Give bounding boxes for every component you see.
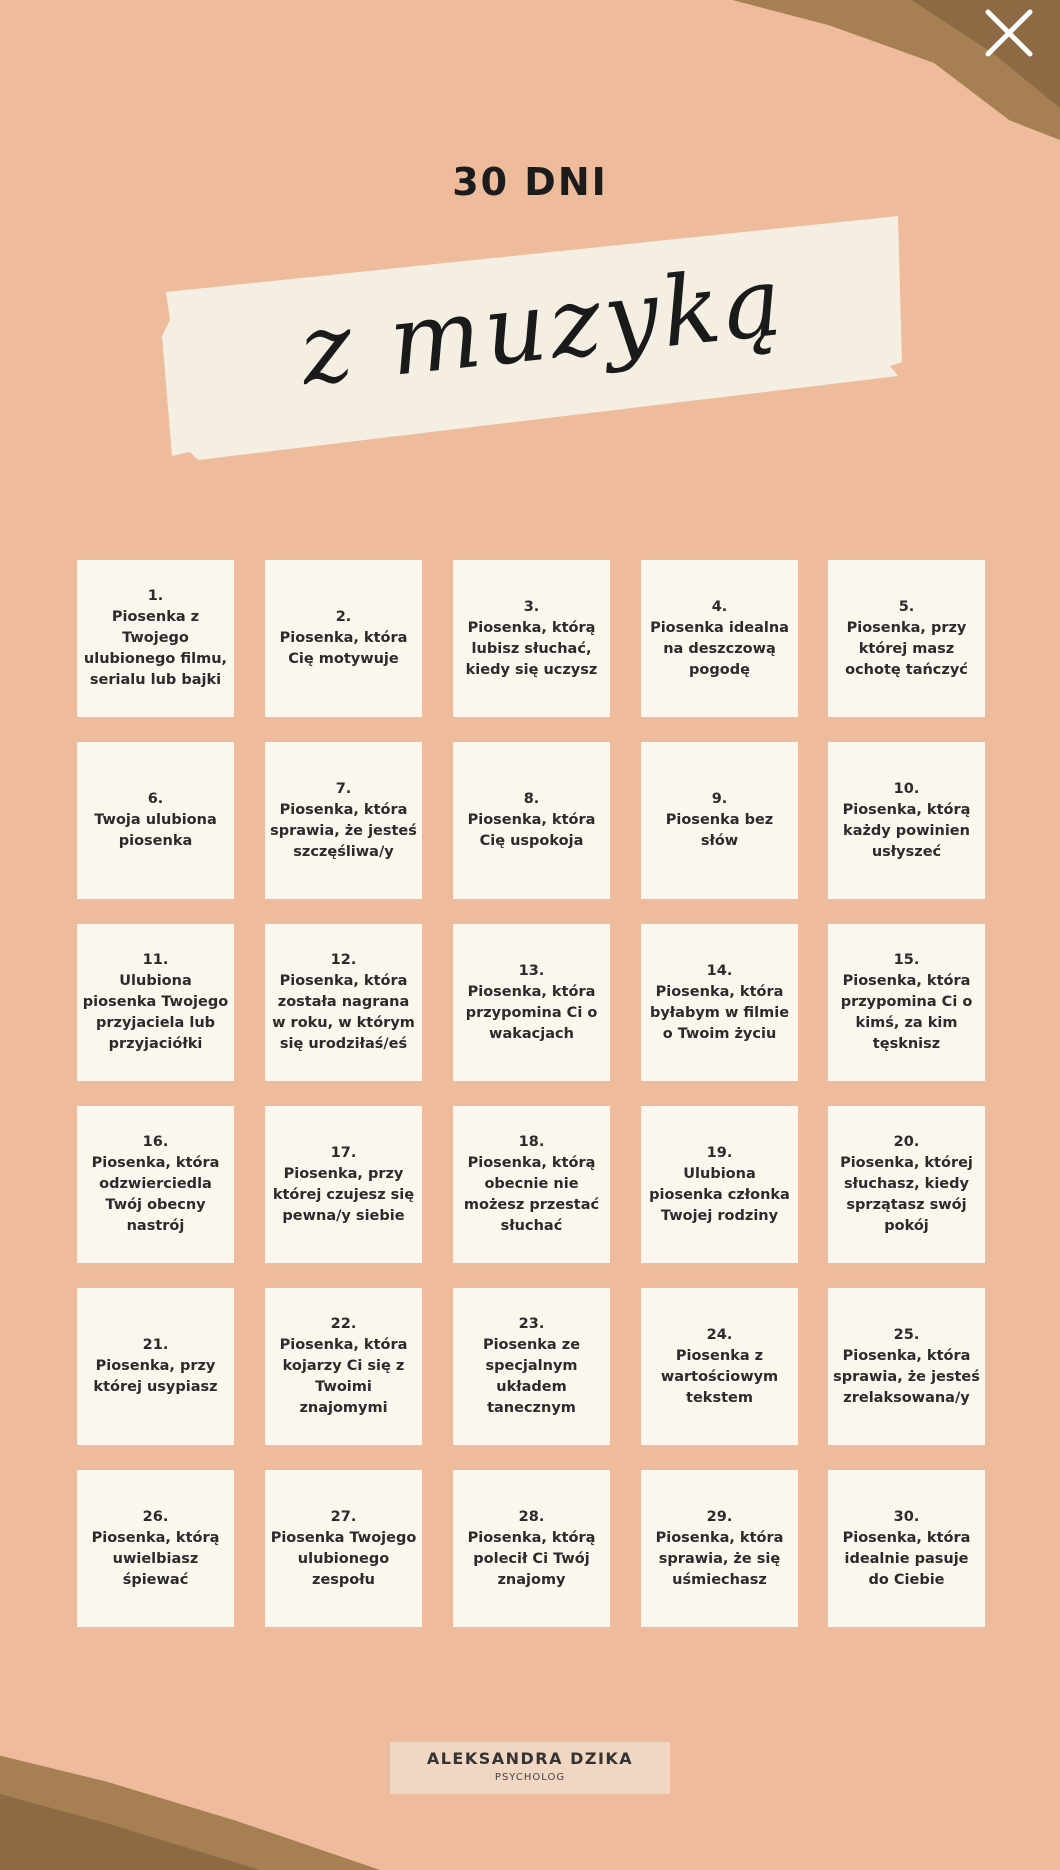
challenge-card [77, 1288, 234, 1445]
challenge-card [453, 560, 610, 717]
challenge-card [828, 1470, 985, 1627]
card-text: Piosenka, która kojarzy Ci się z Twoimi znajomymi [279, 1337, 408, 1416]
card-number: 25. [893, 1326, 920, 1343]
card-number: 19. [706, 1144, 733, 1161]
card-number: 27. [330, 1508, 357, 1525]
card-text: Piosenka, którą uwielbiasz śpiewać [91, 1529, 220, 1588]
card-number: 14. [706, 962, 733, 979]
card-number: 8. [523, 791, 540, 807]
challenge-card [453, 1288, 610, 1445]
challenge-card [453, 924, 610, 1081]
card-text: Piosenka, która została nagrana w roku, w którym się urodziłaś/eś [272, 973, 415, 1052]
challenge-card [641, 1106, 798, 1263]
card-number: 23. [518, 1316, 545, 1332]
page-title: 30 DNI [452, 160, 608, 204]
card-number: 22. [330, 1316, 357, 1332]
card-number: 26. [142, 1508, 169, 1525]
challenge-card [641, 1470, 798, 1627]
challenge-card [77, 560, 234, 717]
challenge-card [641, 1288, 798, 1445]
card-number: 3. [523, 598, 540, 615]
card-number: 15. [893, 952, 920, 968]
card-text: Piosenka bez słów [665, 812, 774, 849]
card-text: Piosenka, przy której masz ochotę tańczyć [845, 619, 968, 678]
card-number: 2. [335, 609, 352, 625]
challenge-card [265, 1288, 422, 1445]
card-number: 5. [898, 598, 915, 615]
card-number: 4. [711, 598, 728, 615]
card-text: Piosenka, która idealnie pasuje do Ciebie [842, 1529, 971, 1588]
card-text: Piosenka, przy której czujesz się pewna/y siebie [272, 1165, 415, 1224]
close-button[interactable] [980, 4, 1038, 62]
card-text: Piosenka z wartościowym tekstem [660, 1347, 779, 1406]
card-number: 16. [142, 1134, 169, 1150]
card-number: 9. [711, 791, 728, 807]
author-name: ALEKSANDRA DZIKA [426, 1749, 634, 1768]
card-text: Piosenka, która przypomina Ci o wakacjach [465, 983, 598, 1042]
challenge-card [828, 742, 985, 899]
challenge-card [265, 560, 422, 717]
card-number: 28. [518, 1508, 545, 1525]
card-number: 7. [335, 780, 352, 797]
card-text: Piosenka, która sprawia, że się uśmiechasz [655, 1529, 784, 1588]
challenge-card [641, 742, 798, 899]
card-text: Piosenka, która byłabym w filmie o Twoim życiu [649, 983, 790, 1042]
card-text: Piosenka, która sprawia, że jesteś zrelaksowana/y [833, 1347, 980, 1406]
card-text: Ulubiona piosenka Twojego przyjaciela lub przyjaciółki [82, 973, 229, 1052]
challenge-card [453, 1470, 610, 1627]
card-text: Piosenka, którą obecnie nie możesz przestać słuchać [463, 1155, 600, 1234]
card-text: Ulubiona piosenka członka Twojej rodziny [649, 1165, 790, 1224]
card-number: 20. [893, 1134, 920, 1150]
challenge-card [453, 742, 610, 899]
card-number: 6. [147, 791, 164, 807]
card-number: 30. [893, 1508, 920, 1525]
card-number: 17. [330, 1144, 357, 1161]
card-text: Piosenka Twojego ulubionego zespołu [270, 1529, 417, 1588]
card-number: 18. [518, 1134, 545, 1150]
card-text: Piosenka, której słuchasz, kiedy sprzątasz swój pokój [840, 1155, 973, 1234]
challenge-card [77, 924, 234, 1081]
challenge-card [641, 560, 798, 717]
challenge-card [265, 924, 422, 1081]
challenge-card [453, 1106, 610, 1263]
card-text: Piosenka, która Cię uspokoja [467, 812, 596, 849]
card-text: Piosenka, przy której usypiasz [93, 1358, 218, 1395]
challenge-card [265, 742, 422, 899]
author-role: PSYCHOLOG [494, 1772, 566, 1783]
card-number: 11. [142, 952, 169, 968]
challenge-card [828, 1288, 985, 1445]
card-text: Piosenka, która Cię motywuje [279, 630, 408, 667]
card-text: Piosenka, którą polecił Ci Twój znajomy [467, 1529, 596, 1588]
card-text: Piosenka, która przypomina Ci o kimś, za kim tęsknisz [840, 973, 973, 1052]
challenge-card [641, 924, 798, 1081]
challenge-card [828, 924, 985, 1081]
challenge-card [828, 1106, 985, 1263]
challenge-card [77, 1106, 234, 1263]
card-number: 10. [893, 780, 920, 797]
challenge-card [77, 742, 234, 899]
card-number: 13. [518, 962, 545, 979]
card-text: Twoja ulubiona piosenka [94, 812, 217, 849]
challenge-card [828, 560, 985, 717]
card-number: 24. [706, 1326, 733, 1343]
card-text: Piosenka, którą każdy powinien usłyszeć [842, 801, 971, 860]
script-title: z muzyką [295, 244, 791, 408]
card-number: 1. [147, 588, 164, 604]
close-icon [980, 4, 1038, 62]
challenge-card [77, 1470, 234, 1627]
card-text: Piosenka, którą lubisz słuchać, kiedy się uczysz [465, 619, 598, 678]
card-number: 21. [142, 1337, 169, 1353]
card-text: Piosenka ze specjalnym układem tanecznym [482, 1337, 581, 1416]
card-text: Piosenka, która sprawia, że jesteś szczęśliwa/y [270, 801, 417, 860]
challenge-card [265, 1470, 422, 1627]
card-text: Piosenka idealna na deszczową pogodę [650, 619, 789, 678]
challenge-card [265, 1106, 422, 1263]
card-text: Piosenka z Twojego ulubionego filmu, serialu lub bajki [83, 609, 228, 688]
author-badge [390, 1742, 670, 1794]
card-number: 12. [330, 952, 357, 968]
card-number: 29. [706, 1508, 733, 1525]
card-text: Piosenka, która odzwierciedla Twój obecny nastrój [91, 1155, 220, 1234]
